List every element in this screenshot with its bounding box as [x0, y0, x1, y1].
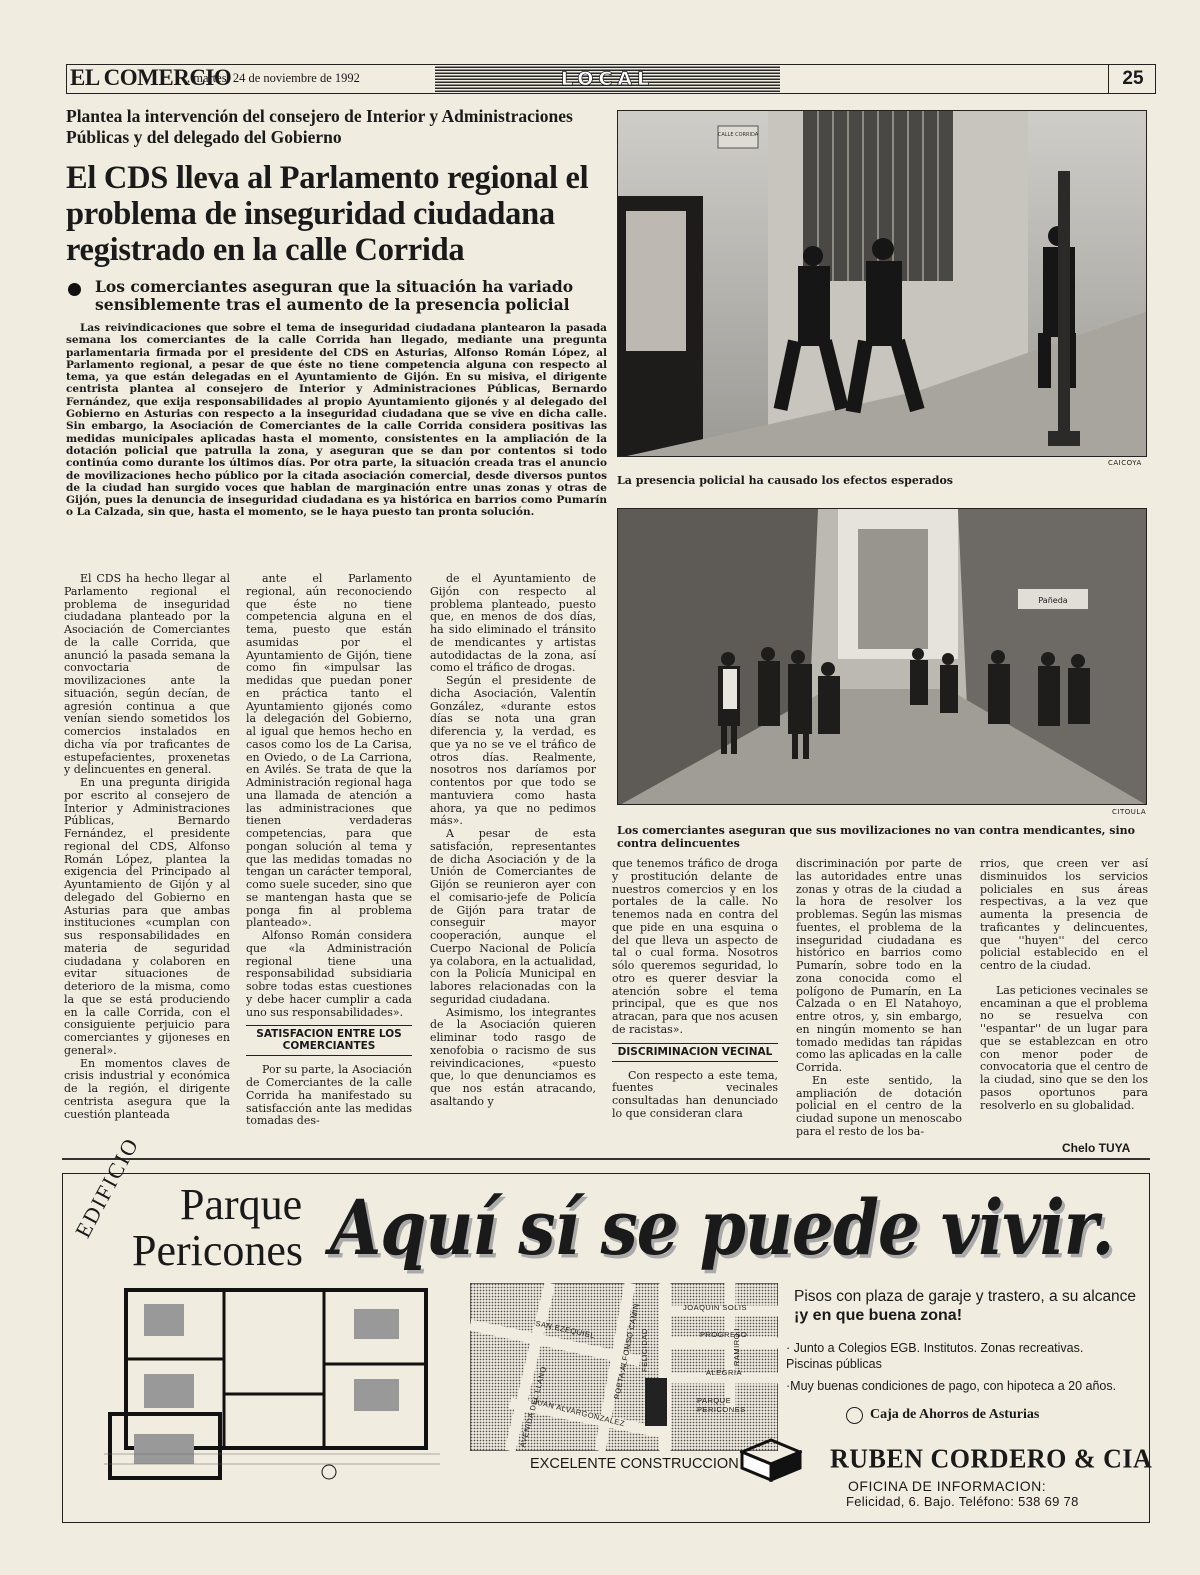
column-paragraph: Por su parte, la Asociación de Comerciantes de la calle Corrida ha manifestado su satisfacción ante las medidas tomadas des-	[246, 1063, 412, 1128]
shop-sign: Pañeda	[1038, 596, 1068, 605]
column-paragraph: rrios, que creen ver así disminuidos los servicios policiales en sus áreas respectivas, a la vez que aumenta la presencia de traficantes y delincuentes, que ''huyen'' del cerco policial establecido en el centro de la ciudad.	[980, 857, 1148, 972]
photo1-credit: CAICOYA	[1108, 459, 1142, 467]
column-paragraph: Las peticiones vecinales se encaminan a que el problema no se resuelva con ''espantar'' de un lugar para que se establezcan en otro con menor poder de convocatoria que el centro de la ciudad, sino que se den los pasos oportunos para resolverlo en su globalidad.	[980, 983, 1148, 1112]
article-headline: El CDS lleva al Parlamento regional el problema de inseguridad ciudadana registrado en la calle Corrida	[66, 160, 589, 268]
cube-logo-illustration	[740, 1438, 802, 1482]
ad-parque: Parque	[180, 1180, 303, 1229]
column-paragraph: Alfonso Román considera que «la Administración regional tiene una responsabilidad subsidiaria sobre todas estas cuestiones y debe hacer cumplir a cada uno sus responsabilidades».	[246, 929, 412, 1019]
section-subtitle: DISCRIMINACION VECINAL	[612, 1043, 778, 1062]
article-column-4	[612, 858, 778, 1121]
office-label: OFICINA DE INFORMACION:	[848, 1478, 1047, 1494]
map-street-label: FELICIDAD	[640, 1328, 649, 1372]
column-paragraph: ante el Parlamento regional, aún reconociendo que éste no tiene competencia alguna en el tema, puesto que están asumidas por el Ayuntamiento de Gijón, tiene como fin «impulsar las medidas que puedan poner en práctica tanto el Ayuntamiento gijonés como la delegación del Gobierno, al igual que hemos hecho en casos como los de La Carisa, en Oviedo, o de La Carriona, en Avilés. Se trata de que la Administración regional haga una llamada de atención a las administraciones que tienen verdaderas competencias, para que pongan solución al tema y que las medidas tomadas no tengan un carácter temporal, como suele suceder, sino que se mantengan hasta que se ponga fin al problema planteado».	[246, 572, 412, 930]
article-column-5	[796, 858, 962, 1139]
column-paragraph: El CDS ha hecho llegar al Parlamento regional el problema de inseguridad ciudadana planteado por la Asociación de Comerciantes de la calle Corrida, que anunció la pasada semana la convoctaria de movilizaciones ante la situación, según decían, de agresión continua a que venían siendo sometidos los comercios instalados en dicha vía por traficantes de estupefacientes, proxenetas y delincuentes en general.	[64, 572, 230, 777]
street-shoppers-illustration	[618, 509, 1147, 805]
column-paragraph: En momentos claves de crisis industrial y económica de la región, el dirigente centrista asegura que la cuestión planteada	[64, 1056, 230, 1121]
map-street-label: ALEGRIA	[706, 1368, 743, 1377]
map-street-label: JOAQUIN SOLIS	[683, 1303, 748, 1312]
police-patrol-illustration	[618, 111, 1147, 457]
article-column-2	[246, 573, 412, 1128]
ad-slogan: Aquí sí se puede vivir.	[330, 1182, 1114, 1273]
bank-name: Caja de Ahorros de Asturias	[870, 1407, 1040, 1422]
ad-excelente: EXCELENTE CONSTRUCCION	[530, 1456, 739, 1472]
map-street-label: AVENIDA DEL LLANO	[518, 1365, 549, 1449]
section-subtitle: SATISFACION ENTRE LOS COMERCIANTES	[246, 1025, 412, 1056]
article-subhead: Los comerciantes aseguran que la situación ha variado sensiblemente tras el aumento de la presencia policial	[95, 277, 574, 314]
photo-street-shoppers	[617, 508, 1147, 805]
map-street-label: JUAN ALVARGONZALEZ	[532, 1396, 626, 1429]
street-sign: CALLE CORRIDA	[717, 132, 759, 138]
photo-police-patrol	[617, 110, 1147, 457]
office-address: Felicidad, 6. Bajo. Teléfono: 538 69 78	[846, 1494, 1079, 1509]
article-column-3	[430, 573, 596, 1109]
floor-plan-illustration	[104, 1284, 440, 1484]
column-paragraph: que tenemos tráfico de droga y prostitución delante de nuestros comercios y en los portales de la calle. No tenemos nada en contra del que pide en una esquina o del que lleva un aspecto de tal o cual forma. Nosotros sólo queremos seguridad, lo otro es querer desviar la atención sobre el tema principal, que es que nos atracan, para que nos acusen de racistas».	[612, 857, 778, 1036]
company-logo-icon	[740, 1438, 802, 1482]
column-paragraph: Con respecto a este tema, fuentes vecinales consultadas han denunciado lo que consideran clara	[612, 1068, 778, 1120]
issue-date: , martes, 24 de noviembre de 1992	[187, 71, 360, 85]
column-paragraph: En una pregunta dirigida por escrito al consejero de Interior y Administraciones Públicas, Bernardo Fernández, el presidente regional del CDS, Alfonso Román López, plantea la exigencia del Principado al Ayuntamiento de Gijón y al delegado del Gobierno en Asturias para que ambas instituciones «cumplan con sus responsabilidades en materia de seguridad ciudadana y colaboren en evitar situaciones de deterioro de la misma, como la que se está produciendo en la calle Corrida, con el consiguiente perjuicio para comerciantes y gijoneses en general».	[64, 776, 230, 1057]
column-paragraph: Asimismo, los integrantes de la Asociación quieren eliminar todo rasgo de xenofobia o racismo de sus reivindicaciones, «puesto que, lo que denunciamos es que nos están atracando, asaltando y	[430, 1005, 596, 1108]
map-street-label: PROGRESO	[700, 1330, 748, 1339]
ad-pericones: Pericones	[132, 1226, 304, 1275]
divider	[62, 1158, 1150, 1160]
map-street-label: RAMIRO I	[732, 1327, 741, 1366]
floor-plan	[104, 1284, 440, 1484]
map-street-label: POETA ALFONSO CAMIN	[612, 1302, 642, 1400]
column-paragraph: de el Ayuntamiento de Gijón con respecto al problema planteado, puesto que, en menos de dos días, ha sido eliminado el tránsito de mendicantes y artistas autodidactas de la zona, así como el tráfico de drogas.	[430, 572, 596, 675]
column-paragraph: En este sentido, la ampliación de dotación policial en el centro de la ciudad supone un menoscabo para el resto de los ba-	[796, 1073, 962, 1138]
ad-bullet: ·Muy buenas condiciones de pago, con hipoteca a 20 años.	[786, 1379, 1117, 1393]
article-kicker: Plantea la intervención del consejero de Interior y Administraciones Públicas y del delegado del Gobierno	[66, 106, 573, 147]
article-column-1	[64, 573, 230, 1121]
photo2-caption: Los comerciantes aseguran que sus movilizaciones no van contra mendicantes, sino contra delincuentes	[617, 824, 1136, 850]
ad-pisos-line1: Pisos con plaza de garaje y trastero, a su alcance	[794, 1288, 1137, 1305]
column-paragraph: Según el presidente de dicha Asociación, Valentín González, «durante estos días se nota una gran diferencia y, la verdad, es que ya no se ve el tráfico de otros días. Realmente, nosotros nos daríamos por contentos por que todo se mantuviera como hasta ahora, ya que no pedimos más».	[430, 674, 596, 828]
company-name: RUBEN CORDERO & CIA	[830, 1443, 1153, 1474]
article-lead: Las reivindicaciones que sobre el tema de inseguridad ciudadana plantearon la pasada semana los comerciantes de la calle Corrida han llegado, mediante una pregunta parlamentaria firmada por el presidente del CDS en Asturias, Alfonso Román López, al Parlamento regional, a pesar de que éste no tiene competencia alguna con respecto al tema, ya que están delegadas en el Ayuntamiento de Gijón. En su misiva, el dirigente centrista plantea al consejero de Interior y Administraciones Públicas, Bernardo Fernández, que exija responsabilidades al propio Ayuntamiento gijonés y al delegado del Gobierno en Asturias con respecto a la inseguridad ciudadana que se vive en dicha calle. Sin embargo, la Asociación de Comerciantes de la calle Corrida considera positivas las medidas municipales aplicadas hasta el momento, consistentes en la ampliación de la dotación policial que patrulla la zona, y aseguran que se dan por contentos si todo continúa como durante los últimos días. Por otra parte, la situación creada tras el anuncio de movilizaciones hecho público por la citada asociación comercial, desde diversos puntos de la ciudad han surgido voces que hablan de marginación entre unas zonas y otras de Gijón, pues la denuncia de inseguridad ciudadana es ya histórica en barrios como Pumarín o La Calzada, sin que, hasta el momento, se le haya puesto tan pronta solución.	[66, 322, 607, 519]
byline: Chelo TUYA	[1062, 1141, 1131, 1155]
bank-logo-icon	[846, 1407, 863, 1424]
newspaper-name: EL COMERCIO	[70, 65, 232, 90]
ad-edificio: EDIFICIO	[70, 1132, 144, 1242]
column-paragraph: A pesar de esta satisfación, representantes de dicha Asociación y de la Unión de Comerciantes de Gijón se reunieron ayer con el comisario-jefe de Policía de Gijón para tratar de conseguir mayor cooperación, aunque el Cuerpo Nacional de Policía ya colabora, en la actualidad, con la Policía Municipal en labores relacionadas con la seguridad ciudadana.	[430, 827, 596, 1006]
column-paragraph: discriminación por parte de las autoridades entre unas zonas y otras de la ciudad a la hora de resolver los problemas. Según las mismas fuentes, el problema de la inseguridad ciudadana es histórico en barrios como Pumarín, sobre todo en la zona conocida como el polígono de Pumarín, en La Calzada o en El Natahoyo, entre otros, y, sin embargo, en ningún momento se han tomado medidas tan rápidas como las aplicadas en la calle Corrida.	[796, 857, 962, 1074]
photo1-caption: La presencia policial ha causado los efectos esperados	[617, 474, 953, 487]
ad-pisos-text	[794, 1287, 1144, 1325]
article-column-6	[980, 858, 1148, 1112]
photo2-credit: CITOULA	[1112, 808, 1147, 816]
page-number: 25	[1108, 64, 1157, 94]
map-street-label: PARQUE PERICONES	[697, 1396, 746, 1414]
ad-pisos-line2: ¡y en que buena zona!	[794, 1307, 963, 1324]
map-street-label: SAN EZEQUIEL	[534, 1318, 596, 1341]
ad-bullet: · Junto a Colegios EGB. Institutos. Zonas recreativas. Piscinas públicas	[786, 1341, 1084, 1371]
section-name: LOCAL	[560, 68, 655, 90]
bullet-icon	[68, 283, 81, 296]
